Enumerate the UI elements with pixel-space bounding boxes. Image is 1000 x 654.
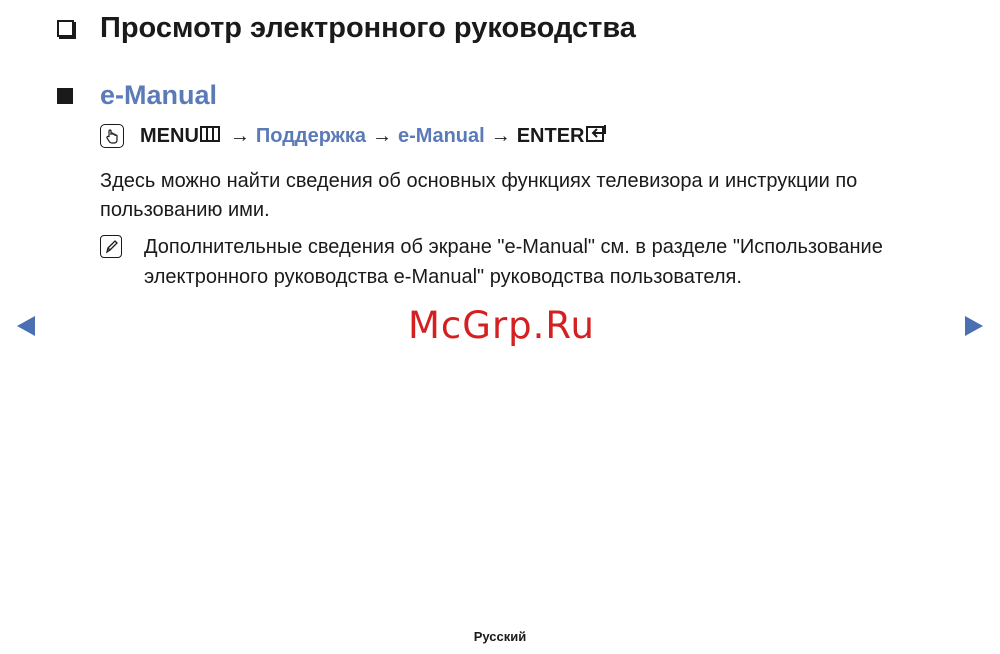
next-arrow-icon[interactable] bbox=[965, 316, 983, 336]
menu-path bbox=[100, 124, 608, 148]
watermark: McGrp.Ru bbox=[408, 304, 595, 347]
page-title-text: Просмотр электронного руководства bbox=[100, 12, 636, 44]
note bbox=[100, 232, 904, 292]
section-title: e-Manual bbox=[100, 80, 218, 110]
enter-icon bbox=[586, 124, 608, 148]
menu-item-emanual: e-Manual bbox=[398, 124, 485, 147]
path-arrow-1: → bbox=[229, 124, 250, 147]
menu-item-support: Поддержка bbox=[255, 124, 366, 147]
osd-hand-icon bbox=[100, 124, 124, 148]
note-text: Дополнительные сведения об экране "e-Manual" см. в разделе "Использование электронного руководства e-Manual" руководства пользователя. bbox=[144, 236, 883, 288]
menu-grid-icon bbox=[200, 125, 220, 148]
menu-label: MENU bbox=[140, 124, 199, 147]
square-bullet-icon bbox=[57, 88, 73, 104]
note-pencil-icon bbox=[100, 235, 122, 258]
footer-language: Русский bbox=[473, 629, 527, 644]
body-text: Здесь можно найти сведения об основных функциях телевизора и инструкции по пользованию ими. bbox=[100, 170, 858, 221]
checkbox-icon bbox=[57, 20, 74, 37]
path-arrow-3: → bbox=[490, 124, 511, 147]
enter-label: ENTER bbox=[516, 124, 585, 147]
prev-arrow-icon[interactable] bbox=[17, 316, 35, 336]
page-title bbox=[57, 12, 636, 45]
path-arrow-2: → bbox=[372, 124, 392, 147]
section-heading bbox=[57, 80, 217, 111]
